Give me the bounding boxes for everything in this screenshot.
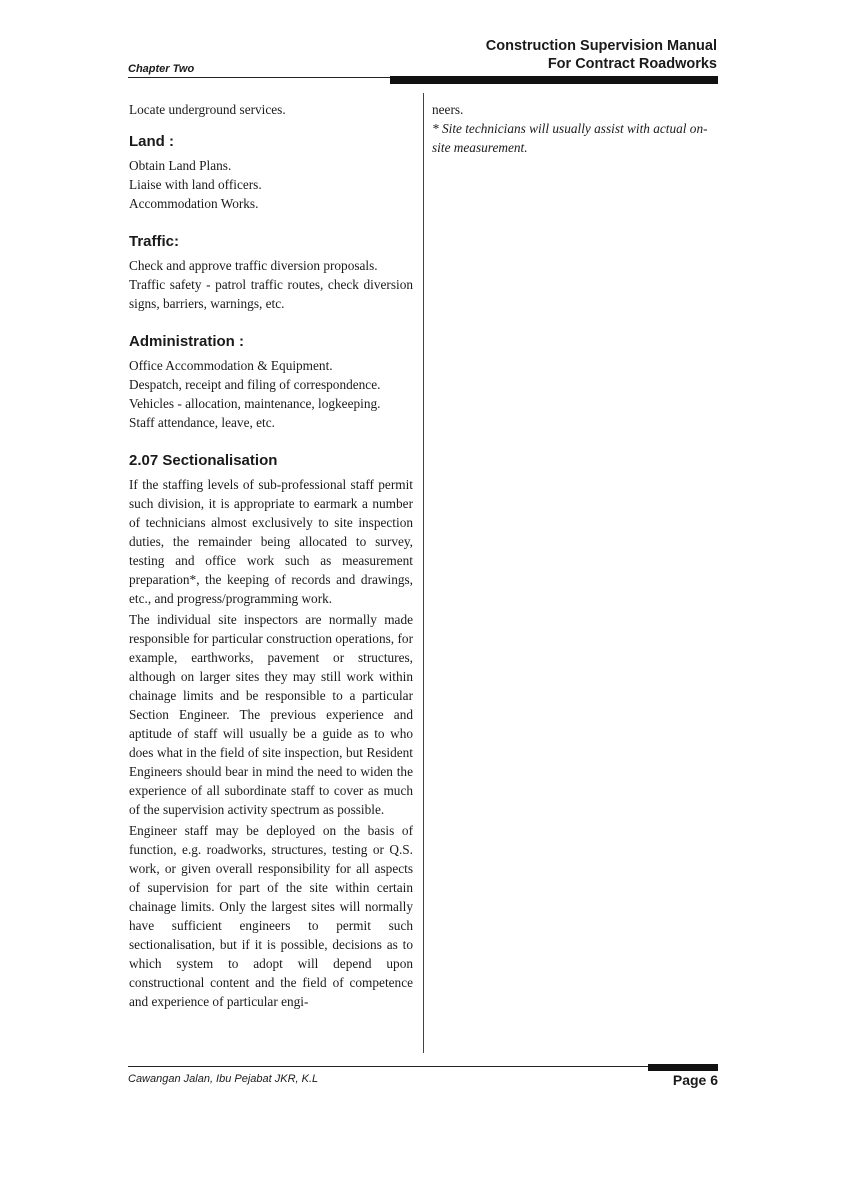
footer-rule <box>128 1066 718 1067</box>
administration-line: Vehicles - allocation, maintenance, logkeeping. <box>129 396 381 411</box>
section-paragraph: The individual site inspectors are normally made responsible for particular construction operations, for example, earthworks, pavement or structures, although on larger sites they may still work within chainage limits and be responsible to a particular Section Engineer. The previous experience and aptitude of staff will usually be a guide as to who does what in the field of site inspection, but Resident Engineers should bear in mind the need to widen the experience of all subordinate staff to cover as much of the supervision activity spectrum as possible. <box>129 612 413 817</box>
footer-rule-thick <box>648 1064 718 1071</box>
manual-title-line1: Construction Supervision Manual <box>485 38 717 54</box>
administration-line: Office Accommodation & Equipment. <box>129 358 333 373</box>
header-rule-thin <box>128 77 390 78</box>
manual-title <box>486 37 717 73</box>
right-column <box>432 100 718 157</box>
traffic-line: Traffic safety - patrol traffic routes, check diversion signs, barriers, warnings, etc. <box>129 277 413 311</box>
section-heading: 2.07 Sectionalisation <box>129 452 278 469</box>
manual-title-line2: For Contract Roadworks <box>547 56 717 72</box>
chapter-label: Chapter Two <box>128 63 195 75</box>
left-column <box>129 100 413 1011</box>
land-line: Accommodation Works. <box>129 196 259 211</box>
traffic-heading: Traffic: <box>129 233 180 250</box>
traffic-line: Check and approve traffic diversion proposals. <box>129 258 378 273</box>
administration-line: Staff attendance, leave, etc. <box>129 415 275 430</box>
footnote: * Site technicians will usually assist with actual on-site measurement. <box>432 121 708 155</box>
administration-heading: Administration : <box>129 333 244 350</box>
administration-line: Despatch, receipt and filing of correspondence. <box>129 377 381 392</box>
continuation-text: neers. <box>432 102 464 117</box>
land-line: Liaise with land officers. <box>129 177 262 192</box>
section-paragraph: Engineer staff may be deployed on the basis of function, e.g. roadworks, structures, testing or Q.S. work, or given overall responsibility for all aspects of supervision for part of the site within certain chainage limits. Only the largest sites will normally have sufficient engineers to permit such sectionalisation, but if it is possible, decisions as to which system to adopt will depend upon constructional content and the field of competence and experience of particular engi- <box>129 823 413 1009</box>
header-rule-thick <box>390 76 718 84</box>
land-heading: Land : <box>129 133 174 150</box>
footer-source: Cawangan Jalan, Ibu Pejabat JKR, K.L <box>128 1073 319 1085</box>
section-paragraph: If the staffing levels of sub-professional staff permit such division, it is appropriate to earmark a number of technicians almost exclusively to site inspection duties, the remainder being allocated to survey, testing and office work such as measurement preparation*, the keeping of records and drawings, etc., and progress/programming work. <box>129 477 413 606</box>
intro-line: Locate underground services. <box>129 102 286 117</box>
page-number: Page 6 <box>672 1072 718 1088</box>
column-divider <box>423 93 424 1053</box>
land-line: Obtain Land Plans. <box>129 158 232 173</box>
